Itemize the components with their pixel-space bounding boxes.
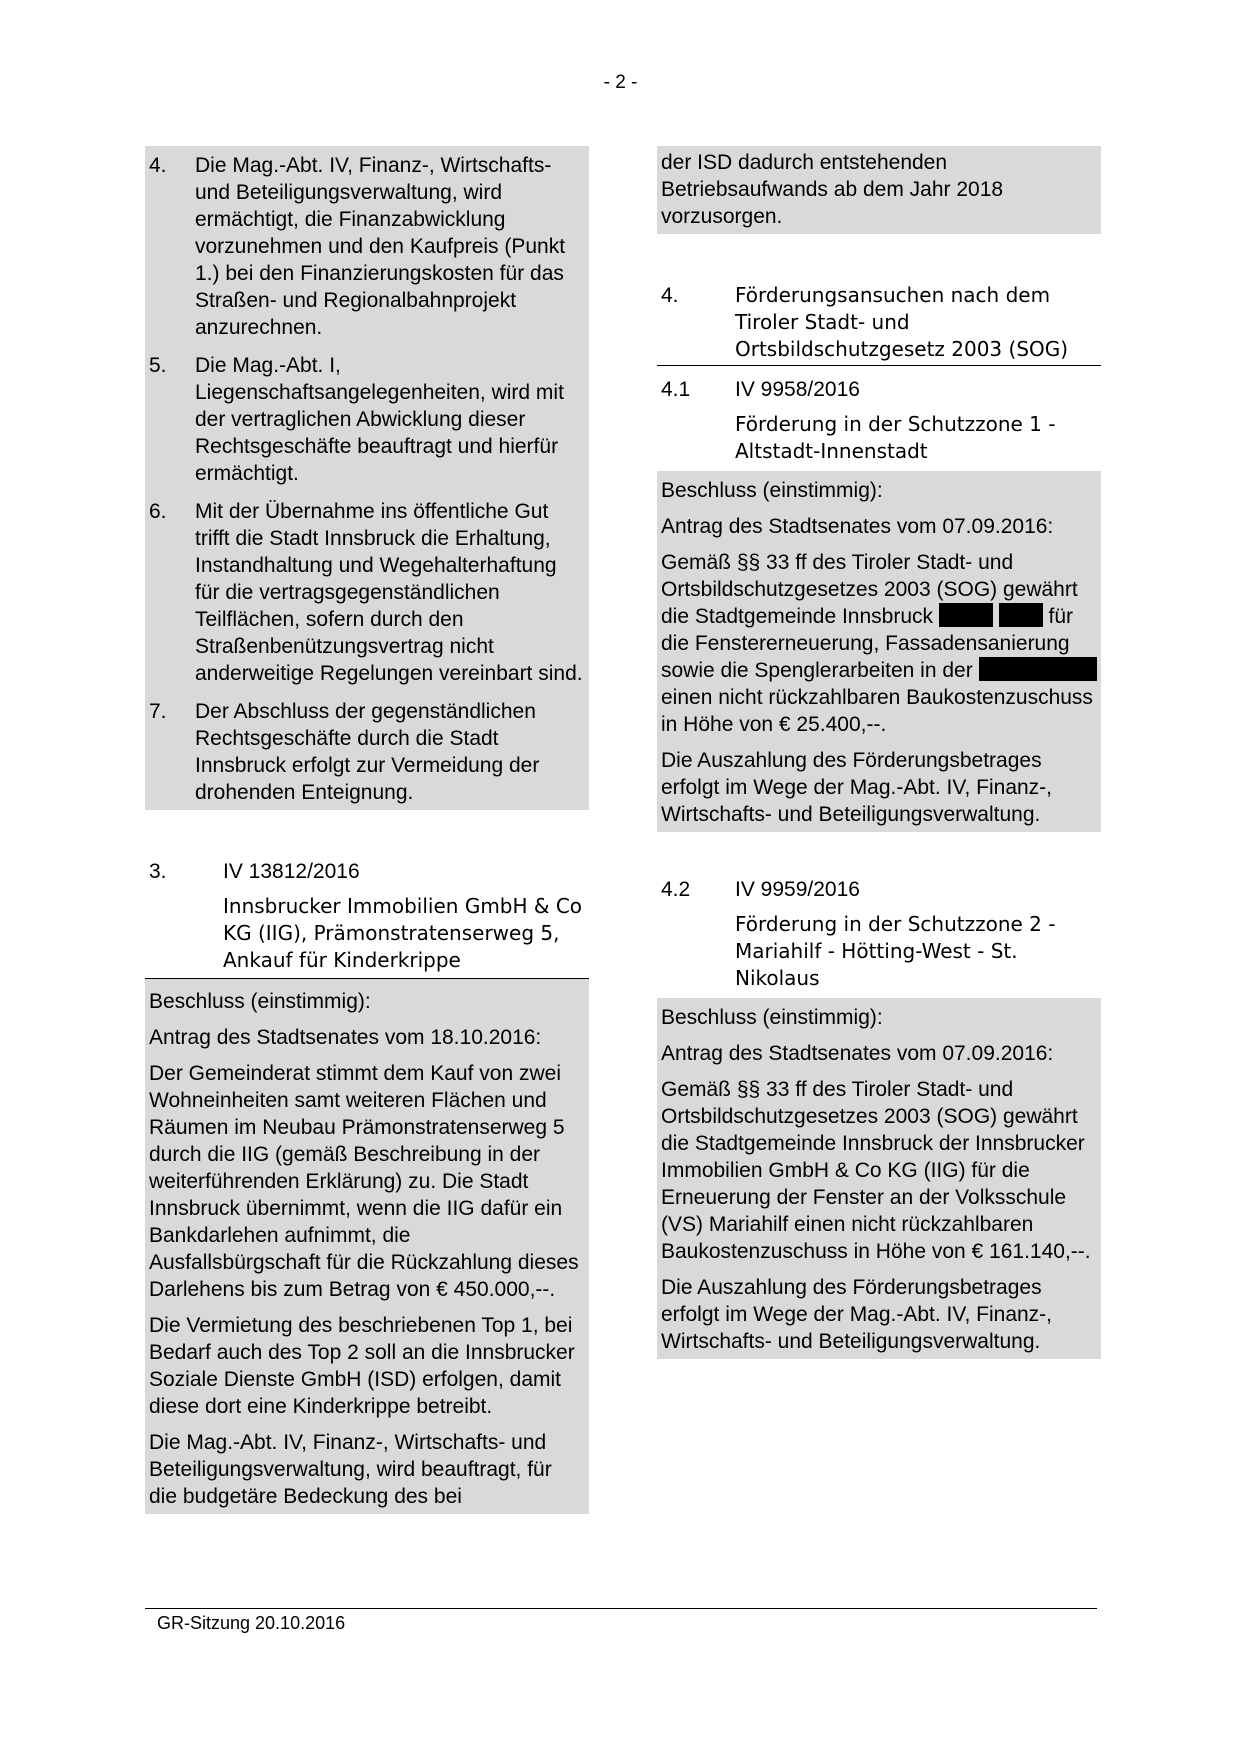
list-item-text: Die Mag.-Abt. I, Liegenschaftsangelegenheiten, wird mit der vertraglichen Abwicklung dieser Rechtsgeschäfte beauftragt und hierfür ermächtigt. bbox=[195, 354, 564, 485]
redaction-bar bbox=[999, 603, 1043, 627]
item-number: 4.1 bbox=[661, 378, 691, 401]
list-item-text: Mit der Übernahme ins öffentliche Gut trifft die Stadt Innsbruck die Erhaltung, Instandhaltung und Wegehalterhaftung für die vertragsgegenständlichen Teilflächen, sofern durch den Straßenbenützungsvertrag nicht anderweitige Regelungen vereinbart sind. bbox=[195, 500, 583, 685]
list-item-number: 5. bbox=[149, 354, 167, 377]
motion-label: Antrag des Stadtsenates vom 07.09.2016: bbox=[661, 515, 1054, 538]
motion-label: Antrag des Stadtsenates vom 07.09.2016: bbox=[661, 1042, 1054, 1065]
item-4-2-body bbox=[657, 998, 1101, 1359]
list-item-text: Die Mag.-Abt. IV, Finanz-, Wirtschafts- und Beteiligungsverwaltung, wird ermächtigt, die Finanzabwicklung vorzunehmen und den Kaufpreis (Punkt 1.) bei den Finanzierungskosten für das Straßen- und Regionalbahnprojekt anzurechnen. bbox=[195, 154, 566, 339]
list-item-number: 6. bbox=[149, 500, 167, 523]
item-reference: IV 9959/2016 bbox=[735, 878, 860, 901]
body-text: einen nicht rückzahlbaren Baukostenzuschuss in Höhe von € 25.400,--. bbox=[661, 686, 1093, 736]
section-number: 3. bbox=[149, 860, 167, 883]
decision-label: Beschluss (einstimmig): bbox=[661, 1006, 883, 1029]
list-item bbox=[145, 695, 589, 810]
body-text: Gemäß §§ 33 ff des Tiroler Stadt- und Ortsbildschutzgesetzes 2003 (SOG) gewährt die Stadtgemeinde Innsbruck bbox=[661, 551, 1078, 628]
body-paragraph: Gemäß §§ 33 ff des Tiroler Stadt- und Ortsbildschutzgesetzes 2003 (SOG) gewährt die Stadtgemeinde Innsbruck der Innsbrucker Immobilien GmbH & Co KG (IIG) für die Erneuerung der Fenster an der Volksschule (VS) Mariahilf einen nicht rückzahlbaren Baukostenzuschuss in Höhe von € 161.140,--. bbox=[661, 1078, 1091, 1263]
list-item bbox=[145, 349, 589, 495]
item-reference: IV 9958/2016 bbox=[735, 378, 860, 401]
section-title: Förderungsansuchen nach dem Tiroler Stadt- und Ortsbildschutzgesetz 2003 (SOG) bbox=[735, 283, 1069, 361]
body-paragraph: Die Auszahlung des Förderungsbetrages erfolgt im Wege der Mag.-Abt. IV, Finanz-, Wirtschafts- und Beteiligungsverwaltung. bbox=[661, 749, 1053, 826]
footer-text: GR-Sitzung 20.10.2016 bbox=[157, 1613, 346, 1633]
decision-label: Beschluss (einstimmig): bbox=[149, 990, 371, 1013]
list-item-text: Der Abschluss der gegenständlichen Rechtsgeschäfte durch die Stadt Innsbruck erfolgt zur Vermeidung der drohenden Enteignung. bbox=[195, 700, 540, 804]
section-3-heading bbox=[145, 858, 589, 979]
body-paragraph: Die Auszahlung des Förderungsbetrages erfolgt im Wege der Mag.-Abt. IV, Finanz-, Wirtschafts- und Beteiligungsverwaltung. bbox=[661, 1276, 1053, 1353]
section-4-heading bbox=[657, 282, 1101, 366]
item-number: 4.2 bbox=[661, 878, 691, 901]
item-title: Förderung in der Schutzzone 2 - Mariahilf - Hötting-West - St. Nikolaus bbox=[735, 912, 1056, 990]
section-reference: IV 13812/2016 bbox=[223, 860, 360, 883]
redaction-bar bbox=[939, 603, 993, 627]
body-paragraph: Der Gemeinderat stimmt dem Kauf von zwei Wohneinheiten samt weiteren Flächen und Räumen im Neubau Prämonstratenserweg 5 durch die IIG (gemäß Beschreibung in der weiterführenden Erklärung) zu. Die Stadt Innsbruck übernimmt, wenn die IIG dafür ein Bankdarlehen aufnimmt, die Ausfallsbürgschaft für die Rückzahlung dieses Darlehens bis zum Betrag von € 450.000,--. bbox=[149, 1062, 579, 1301]
redaction-bar bbox=[979, 657, 1097, 681]
list-item-number: 4. bbox=[149, 154, 167, 177]
footer-divider bbox=[145, 1608, 1097, 1609]
item-4-1-body bbox=[657, 471, 1101, 832]
page-number: - 2 - bbox=[603, 72, 638, 93]
left-column bbox=[145, 146, 589, 1514]
right-column bbox=[657, 146, 1101, 1359]
list-item bbox=[145, 149, 589, 349]
section-number: 4. bbox=[661, 284, 679, 307]
item-4-1-heading bbox=[657, 366, 1101, 471]
decision-label: Beschluss (einstimmig): bbox=[661, 479, 883, 502]
body-text: für die Fenstererneuerung, Fassadensanierung sowie die Spenglerarbeiten in der bbox=[661, 605, 1074, 682]
resolution-list bbox=[145, 146, 589, 810]
body-paragraph: Die Vermietung des beschriebenen Top 1, bei Bedarf auch des Top 2 soll an die Innsbrucker Soziale Dienste GmbH (ISD) erfolgen, damit diese dort eine Kinderkrippe betreibt. bbox=[149, 1314, 575, 1418]
body-paragraph: Die Mag.-Abt. IV, Finanz-, Wirtschafts- und Beteiligungsverwaltung, wird beauftragt, für die budgetäre Bedeckung des bei bbox=[149, 1431, 552, 1508]
item-4-2-heading bbox=[657, 876, 1101, 998]
body-paragraph: der ISD dadurch entstehenden Betriebsaufwands ab dem Jahr 2018 vorzusorgen. bbox=[661, 151, 1004, 228]
body-paragraph bbox=[657, 546, 1101, 744]
section-3-body bbox=[145, 979, 589, 1514]
list-item bbox=[145, 495, 589, 695]
section-title: Innsbrucker Immobilien GmbH & Co KG (IIG), Prämonstratenserweg 5, Ankauf für Kinderkrippe bbox=[223, 894, 583, 972]
continuation-block bbox=[657, 146, 1101, 234]
motion-label: Antrag des Stadtsenates vom 18.10.2016: bbox=[149, 1026, 542, 1049]
item-title: Förderung in der Schutzzone 1 - Altstadt-Innenstadt bbox=[735, 412, 1056, 463]
list-item-number: 7. bbox=[149, 700, 167, 723]
